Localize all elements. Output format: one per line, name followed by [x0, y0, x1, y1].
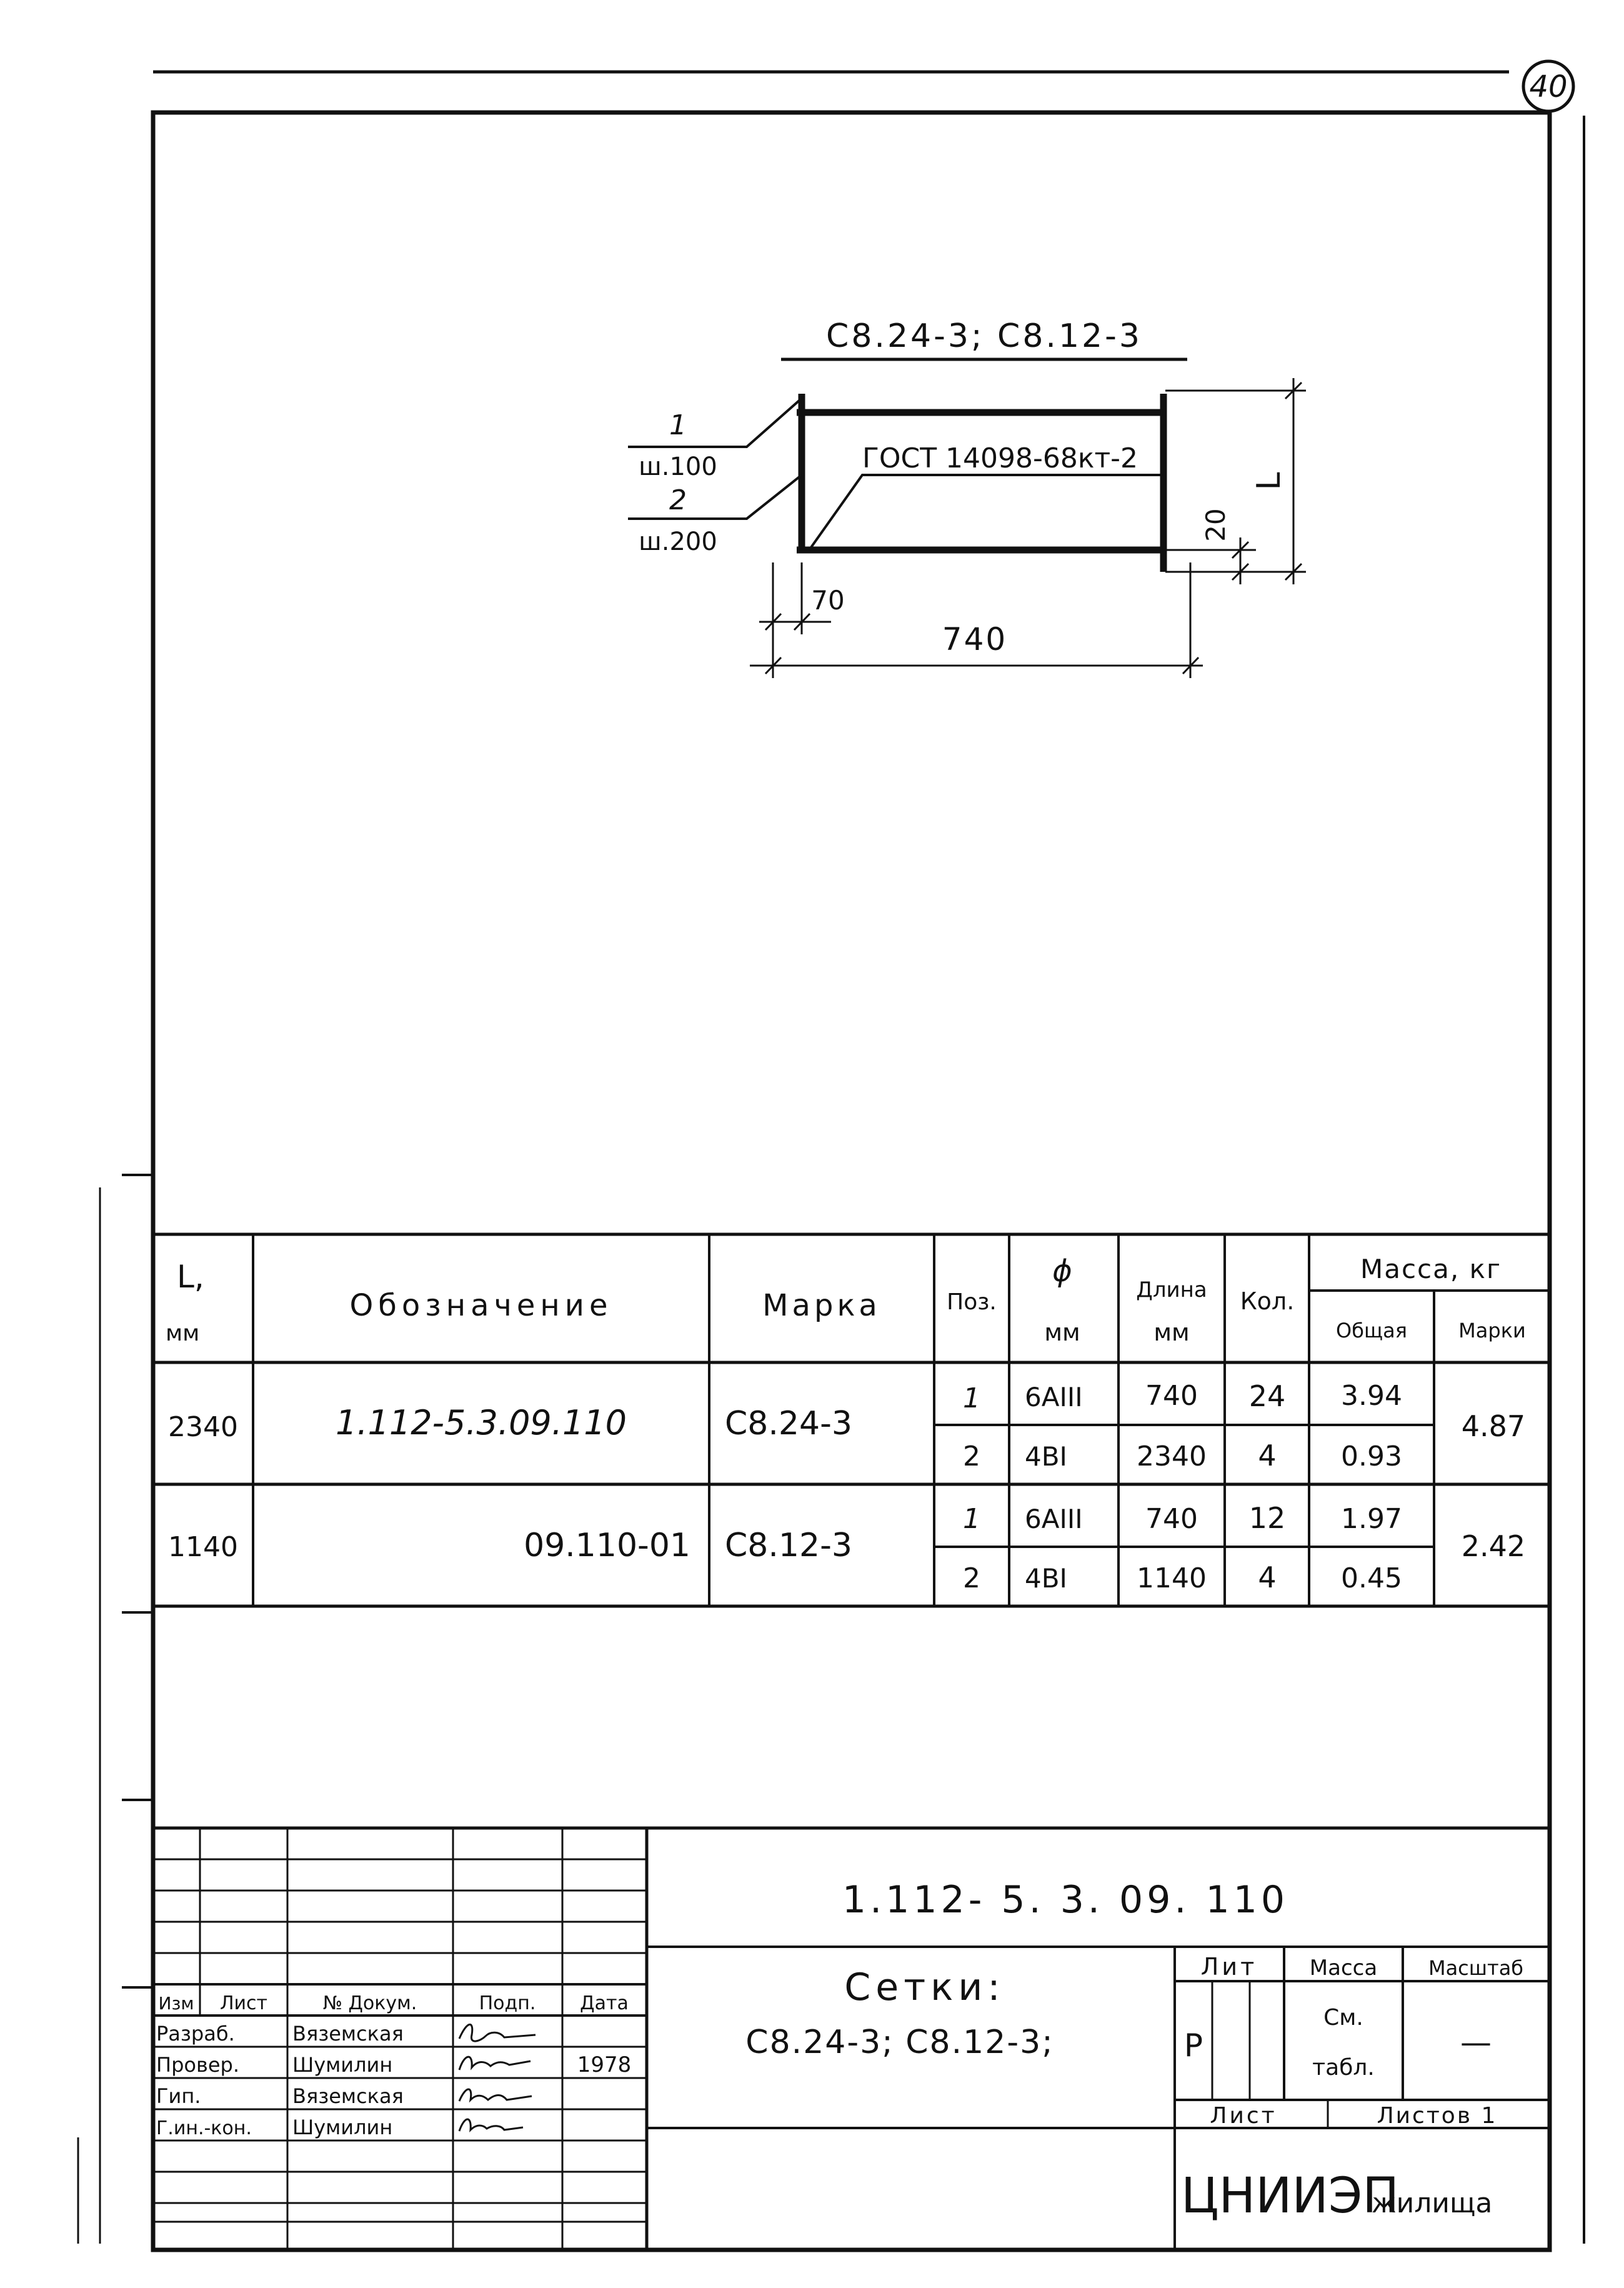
group-2-length: 1140: [168, 1531, 238, 1563]
leader-1-pitch: ш.100: [639, 452, 717, 481]
mass-value-line-1: См.: [1323, 2005, 1363, 2031]
group-1-designation: 1.112-5.3.09.110: [335, 1403, 627, 1442]
specification-table: [153, 1234, 1550, 1606]
lit-label: Лит: [1200, 1953, 1258, 1981]
sheet-number: 40: [1529, 69, 1568, 104]
gost-note: ГОСТ 14098-68кт-2: [862, 442, 1138, 474]
left-margin-marks: [78, 1175, 153, 2244]
col-header-date: Дата: [580, 1992, 629, 2014]
leader-line-1: [628, 400, 800, 447]
header-mass-total: Общая: [1336, 1319, 1407, 1342]
group-2-row-2-dia: 4ВI: [1025, 1563, 1067, 1594]
leader-1-pos: 1: [669, 409, 687, 441]
header-diameter-unit: мм: [1044, 1319, 1080, 1346]
header-diameter: ϕ: [1052, 1254, 1072, 1289]
dim-width-label: 740: [942, 621, 1008, 657]
group-1-row-1-dia: 6АIII: [1025, 1382, 1083, 1412]
col-header-sign: Подп.: [479, 1992, 536, 2014]
group-2-row-2-len: 1140: [1137, 1562, 1207, 1594]
document-name-items: С8.24-3; С8.12-3;: [745, 2024, 1054, 2061]
group-1-row-1-qty: 24: [1248, 1379, 1286, 1413]
drawing-title: С8.24-3; С8.12-3: [826, 317, 1142, 355]
scale-label: Масштаб: [1428, 1956, 1524, 1980]
group-1-length: 2340: [168, 1411, 238, 1443]
header-mark: Марка: [762, 1288, 881, 1323]
header-pos: Поз.: [947, 1289, 997, 1315]
group-1-row-2-len: 2340: [1137, 1441, 1207, 1472]
group-1-row-2-mass: 0.93: [1341, 1441, 1402, 1472]
role-1-name: Вяземская: [292, 2022, 404, 2046]
col-header-izm: Изм: [158, 1993, 194, 2014]
signature-2: [459, 2057, 531, 2070]
org-name: ЦНИИЭП: [1181, 2168, 1400, 2224]
role-3-label: Гип.: [156, 2084, 201, 2108]
group-2-row-2-qty: 4: [1258, 1561, 1277, 1594]
group-2-row-2-pos: 2: [963, 1562, 980, 1594]
group-1-row-2-pos: 2: [963, 1441, 980, 1472]
role-4-label: Г.ин.-кон.: [156, 2117, 252, 2139]
mesh-drawing: [628, 317, 1306, 678]
lit-value: Р: [1183, 2027, 1203, 2064]
signature-3: [459, 2089, 532, 2101]
mass-label: Масса: [1309, 1956, 1378, 1981]
sheets-label: Листов 1: [1377, 2103, 1498, 2129]
group-2-row-2-mass: 0.45: [1341, 1562, 1402, 1594]
leader-2-pos: 2: [669, 484, 687, 516]
header-length: L,: [177, 1259, 204, 1295]
group-2-designation: 09.110-01: [524, 1527, 690, 1564]
group-2-row-1-len: 740: [1145, 1503, 1198, 1535]
gost-leader-line: [809, 475, 1162, 550]
signature-4: [459, 2119, 523, 2131]
role-1-label: Разраб.: [156, 2022, 235, 2046]
role-2-date: 1978: [577, 2052, 632, 2077]
header-length-unit: мм: [166, 1321, 200, 1346]
col-header-doc: № Докум.: [322, 1992, 417, 2014]
header-mass-mark: Марки: [1458, 1319, 1526, 1342]
group-1-row-1-len: 740: [1145, 1380, 1198, 1412]
document-name-title: Сетки:: [844, 1966, 1005, 2009]
group-2-row-1-qty: 12: [1248, 1501, 1286, 1535]
scale-value: —: [1460, 2024, 1492, 2061]
group-2-mark-mass: 2.42: [1461, 1529, 1526, 1563]
role-2-label: Провер.: [156, 2053, 239, 2077]
header-designation: Обозначение: [349, 1288, 613, 1323]
group-2-row-1-mass: 1.97: [1341, 1503, 1402, 1535]
col-header-list: Лист: [219, 1992, 268, 2014]
title-block: [153, 1828, 1550, 2250]
drawing-frame: [153, 112, 1550, 2250]
group-1-row-2-dia: 4ВI: [1025, 1441, 1067, 1472]
header-mass: Масса, кг: [1360, 1254, 1502, 1284]
role-3-name: Вяземская: [292, 2084, 404, 2108]
doc-code: 1.112- 5. 3. 09. 110: [842, 1878, 1289, 1922]
group-2-row-1-dia: 6АIII: [1025, 1504, 1083, 1534]
leader-line-2: [628, 475, 802, 519]
group-1-mark-mass: 4.87: [1461, 1409, 1526, 1443]
role-2-name: Шумилин: [292, 2053, 393, 2077]
group-2-row-1-pos: 1: [963, 1503, 980, 1535]
dim-height-label: L: [1250, 472, 1288, 491]
group-2-mark: С8.12-3: [725, 1527, 852, 1564]
header-qty: Кол.: [1240, 1287, 1295, 1315]
dim-offset-label: 70: [811, 585, 845, 616]
leader-2-pitch: ш.200: [639, 527, 717, 556]
group-1-mark: С8.24-3: [725, 1405, 852, 1442]
header-bar-length: Длина: [1136, 1277, 1207, 1302]
group-1-row-2-qty: 4: [1258, 1439, 1277, 1472]
header-bar-length-unit: мм: [1153, 1319, 1190, 1346]
sheet-label: Лист: [1210, 2103, 1277, 2129]
group-1-row-1-pos: 1: [963, 1382, 980, 1414]
role-4-name: Шумилин: [292, 2116, 393, 2139]
mass-value-line-2: табл.: [1312, 2055, 1375, 2081]
group-1-row-1-mass: 3.94: [1341, 1380, 1402, 1412]
dim-edge-label: 20: [1200, 508, 1231, 542]
org-name-suffix: жилища: [1372, 2187, 1493, 2219]
signature-1: [459, 2024, 536, 2041]
